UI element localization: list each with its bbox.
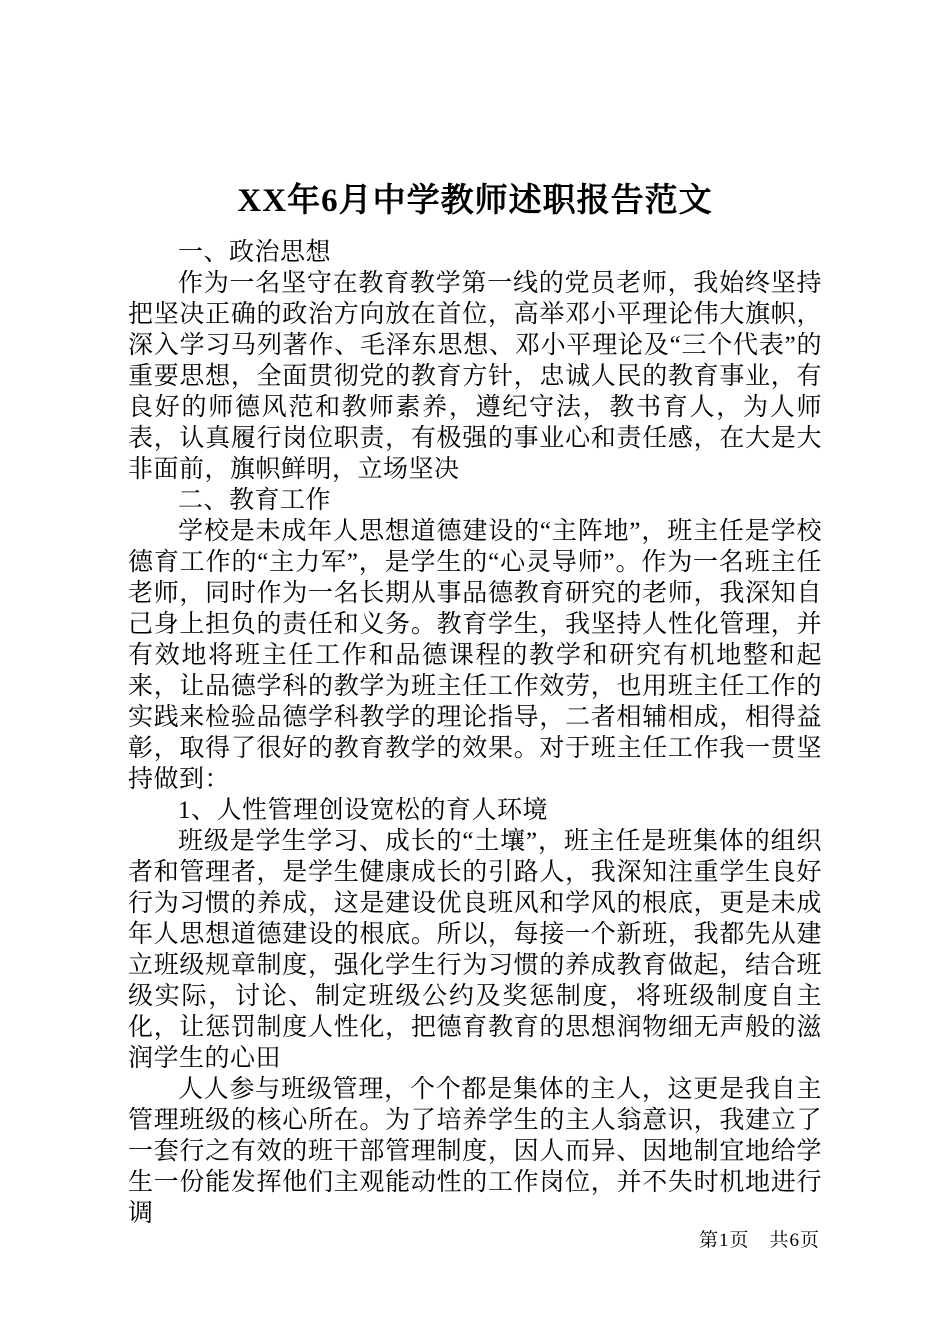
page-footer xyxy=(699,1225,820,1252)
paragraph: 人人参与班级管理，个个都是集体的主人，这更是我自主管理班级的核心所在。为了培养学生的主人翁意识，我建立了一套行之有效的班干部管理制度，因人而异、因地制宜地给学生一份能发挥他们主观能动性的工作岗位，并不失时机地进行调 xyxy=(128,1075,822,1227)
paragraph: 班级是学生学习、成长的“土壤”，班主任是班集体的组织者和管理者，是学生健康成长的引路人，我深知注重学生良好行为习惯的养成，这是建设优良班风和学风的根底，更是未成年人思想道德建设的根底。所以，每接一个新班，我都先从建立班级规章制度，强化学生行为习惯的养成教育做起，结合班级实际，讨论、制定班级公约及奖惩制度，将班级制度自主化，让惩罚制度人性化，把德育教育的思想润物细无声般的滋润学生的心田 xyxy=(128,827,822,1072)
paragraph: 学校是未成年人思想道德建设的“主阵地”，班主任是学校德育工作的“主力军”，是学生的“心灵导师”。作为一名班主任老师，同时作为一名长期从事品德教育研究的老师，我深知自己身上担负的责任和义务。教育学生，我坚持人性化管理，并有效地将班主任工作和品德课程的教学和研究有机地整和起来，让品德学科的教学为班主任工作效劳，也用班主任工作的实践来检验品德学科教学的理论指导，二者相辅相成，相得益彰，取得了很好的教育教学的效果。对于班主任工作我一贯坚持做到： xyxy=(128,517,822,793)
page-number-label: 第1页 共6页 xyxy=(698,1230,820,1251)
paragraph: 一、政治思想 xyxy=(178,238,332,266)
paragraph: 二、教育工作 xyxy=(178,486,332,514)
document-body xyxy=(128,237,822,1229)
paragraph: 1、人性管理创设宽松的育人环境 xyxy=(178,796,549,824)
document-title: XX年6月中学教师述职报告范文 xyxy=(237,183,713,219)
paragraph: 作为一名坚守在教育教学第一线的党员老师，我始终坚持把坚决正确的政治方向放在首位，高举邓小平理论伟大旗帜，深入学习马列著作、毛泽东思想、邓小平理论及“三个代表”的重要思想，全面贯彻党的教育方针，忠诚人民的教育事业，有良好的师德风范和教师素养，遵纪守法，教书育人，为人师表，认真履行岗位职责，有极强的事业心和责任感，在大是大非面前，旗帜鲜明，立场坚决 xyxy=(128,269,822,483)
